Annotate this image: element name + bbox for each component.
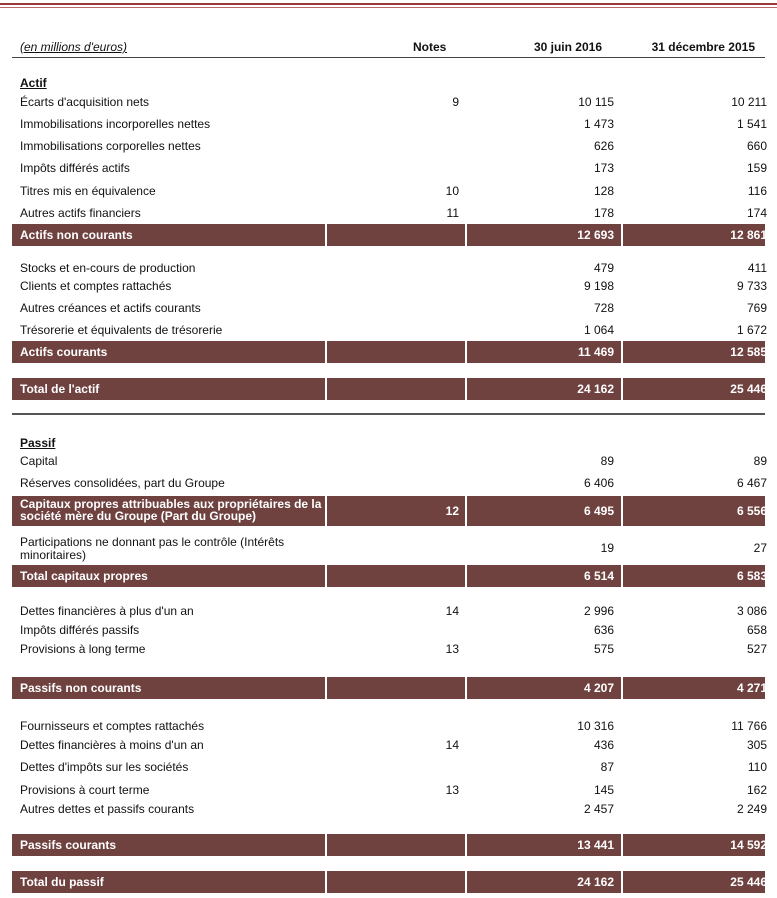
row-value-2016: 1 064 xyxy=(583,323,614,337)
col-header-2015: 31 décembre 2015 xyxy=(651,40,755,54)
table-row xyxy=(12,94,765,110)
row-value-2015: 2 249 xyxy=(736,802,767,816)
row-label: Passifs courants xyxy=(20,838,117,852)
row-label: Total capitaux propres xyxy=(20,569,148,583)
row-value-2016: 1 473 xyxy=(583,117,614,131)
table-row xyxy=(12,300,765,316)
row-value-2015: 11 766 xyxy=(731,719,767,733)
row-label: Capitaux propres attribuables aux propriétaires de la société mère du Groupe (Part du Groupe) xyxy=(20,497,322,523)
row-value-2015: 12 585 xyxy=(730,345,767,359)
subtotal-row-actifs-courants xyxy=(12,341,765,363)
row-value-2016: 145 xyxy=(593,783,614,797)
row-value-2016: 178 xyxy=(593,206,614,220)
table-row xyxy=(12,278,765,294)
table-row xyxy=(12,453,765,469)
row-value-2016: 575 xyxy=(593,642,614,656)
row-value-2016: 6 406 xyxy=(583,476,614,490)
row-label: Impôts différés passifs xyxy=(20,623,140,637)
row-value-2016: 728 xyxy=(593,301,614,315)
table-row xyxy=(12,782,765,798)
row-label: Stocks et en-cours de production xyxy=(20,261,196,275)
table-row xyxy=(12,116,765,132)
row-value-2015: 9 733 xyxy=(736,279,767,293)
table-row xyxy=(12,260,765,276)
row-label: Immobilisations corporelles nettes xyxy=(20,139,201,153)
total-row-actif xyxy=(12,378,765,400)
row-label: Total du passif xyxy=(20,875,104,889)
row-value-2015: 10 211 xyxy=(731,95,767,109)
row-label: Autres créances et actifs courants xyxy=(20,301,201,315)
section-title-passif: Passif xyxy=(20,436,56,450)
section-divider xyxy=(12,413,765,415)
row-value-2016: 12 693 xyxy=(577,228,614,242)
row-label: Provisions à long terme xyxy=(20,642,146,656)
row-value-2016: 10 316 xyxy=(577,719,614,733)
row-label: Capital xyxy=(20,454,58,468)
row-value-2016: 636 xyxy=(593,623,614,637)
table-row xyxy=(12,138,765,154)
row-value-2015: 25 446 xyxy=(730,875,767,889)
row-notes: 13 xyxy=(445,642,459,656)
row-label: Titres mis en équivalence xyxy=(20,184,156,198)
row-value-2015: 6 467 xyxy=(736,476,767,490)
row-value-2016: 9 198 xyxy=(583,279,614,293)
top-rule-thin xyxy=(0,7,777,8)
table-row xyxy=(12,160,765,176)
row-value-2016: 2 996 xyxy=(583,604,614,618)
table-row xyxy=(12,641,765,657)
row-label: Réserves consolidées, part du Groupe xyxy=(20,476,225,490)
col-header-notes: Notes xyxy=(413,40,447,54)
row-value-2015: 110 xyxy=(747,760,767,774)
subtotal-row-passifs-non-courants xyxy=(12,677,765,699)
row-label: Fournisseurs et comptes rattachés xyxy=(20,719,205,733)
section-title-actif: Actif xyxy=(20,76,47,90)
row-value-2015: 162 xyxy=(746,783,767,797)
subtotal-row-capitaux-part-du-groupe xyxy=(12,496,765,526)
row-label: Provisions à court terme xyxy=(20,783,150,797)
total-row-passif xyxy=(12,871,765,893)
row-label: Participations ne donnant pas le contrôle (Intérêts minoritaires) xyxy=(20,535,285,562)
row-value-2016: 89 xyxy=(600,454,614,468)
row-value-2016: 479 xyxy=(593,261,614,275)
row-value-2015: 174 xyxy=(746,206,767,220)
row-label: Clients et comptes rattachés xyxy=(20,279,172,293)
subtotal-row-total-capitaux-propres xyxy=(12,565,765,587)
subtotal-row-passifs-courants xyxy=(12,834,765,856)
row-label: Actifs courants xyxy=(20,345,108,359)
row-label: Impôts différés actifs xyxy=(20,161,130,175)
row-notes: 12 xyxy=(445,504,459,518)
row-value-2016: 4 207 xyxy=(583,681,614,695)
table-row xyxy=(12,718,765,734)
table-row xyxy=(12,737,765,753)
row-notes: 11 xyxy=(446,206,459,220)
row-value-2016: 11 469 xyxy=(577,345,614,359)
row-label: Dettes financières à moins d'un an xyxy=(20,738,204,752)
row-value-2016: 19 xyxy=(600,541,614,555)
row-value-2015: 527 xyxy=(746,642,767,656)
row-value-2015: 12 861 xyxy=(730,228,767,242)
row-value-2015: 305 xyxy=(746,738,767,752)
row-value-2016: 24 162 xyxy=(577,875,614,889)
table-row xyxy=(12,475,765,491)
row-label: Dettes d'impôts sur les sociétés xyxy=(20,760,189,774)
row-label: Passifs non courants xyxy=(20,681,142,695)
row-value-2016: 626 xyxy=(593,139,614,153)
row-notes: 14 xyxy=(445,604,459,618)
row-label: Dettes financières à plus d'un an xyxy=(20,604,194,618)
subtotal-row-actifs-non-courants xyxy=(12,224,765,246)
row-value-2015: 660 xyxy=(746,139,767,153)
row-label: Total de l'actif xyxy=(20,382,100,396)
row-value-2016: 128 xyxy=(593,184,614,198)
row-value-2016: 6 495 xyxy=(583,504,614,518)
row-value-2016: 6 514 xyxy=(583,569,614,583)
table-row xyxy=(12,535,767,562)
row-value-2016: 87 xyxy=(600,760,614,774)
row-notes: 10 xyxy=(445,184,459,198)
col-header-2016: 30 juin 2016 xyxy=(533,40,602,54)
row-value-2016: 24 162 xyxy=(577,382,614,396)
row-label: Autres actifs financiers xyxy=(20,206,141,220)
row-value-2015: 411 xyxy=(747,261,767,275)
row-value-2015: 769 xyxy=(746,301,767,315)
row-value-2016: 173 xyxy=(593,161,614,175)
row-label: Trésorerie et équivalents de trésorerie xyxy=(20,323,223,337)
row-value-2015: 3 086 xyxy=(736,604,767,618)
row-value-2015: 116 xyxy=(747,184,767,198)
row-value-2015: 25 446 xyxy=(730,382,767,396)
table-row xyxy=(12,205,765,221)
row-value-2015: 14 592 xyxy=(730,838,767,852)
row-value-2016: 436 xyxy=(593,738,614,752)
row-label: Autres dettes et passifs courants xyxy=(20,802,195,816)
row-label: Actifs non courants xyxy=(20,228,133,242)
row-value-2015: 6 583 xyxy=(736,569,767,583)
row-value-2015: 1 541 xyxy=(736,117,767,131)
row-value-2015: 6 556 xyxy=(736,504,767,518)
row-value-2016: 10 115 xyxy=(578,95,614,109)
table-row xyxy=(12,622,765,638)
row-value-2015: 27 xyxy=(753,541,767,555)
header-rule xyxy=(12,57,765,58)
row-label: Immobilisations incorporelles nettes xyxy=(20,117,211,131)
row-value-2015: 89 xyxy=(753,454,767,468)
row-value-2015: 658 xyxy=(746,623,767,637)
top-rule xyxy=(0,3,777,5)
row-value-2015: 1 672 xyxy=(736,323,767,337)
row-value-2015: 159 xyxy=(746,161,767,175)
row-notes: 13 xyxy=(445,783,459,797)
row-value-2016: 13 441 xyxy=(577,838,614,852)
table-row xyxy=(12,801,765,817)
unit-label: (en millions d'euros) xyxy=(20,40,127,54)
table-row xyxy=(12,322,765,338)
table-row xyxy=(12,183,765,199)
table-row xyxy=(12,759,765,775)
table-row xyxy=(12,603,765,619)
row-notes: 9 xyxy=(452,95,459,109)
row-label: Écarts d'acquisition nets xyxy=(20,95,150,109)
row-value-2016: 2 457 xyxy=(583,802,614,816)
row-notes: 14 xyxy=(445,738,459,752)
row-value-2015: 4 271 xyxy=(736,681,767,695)
